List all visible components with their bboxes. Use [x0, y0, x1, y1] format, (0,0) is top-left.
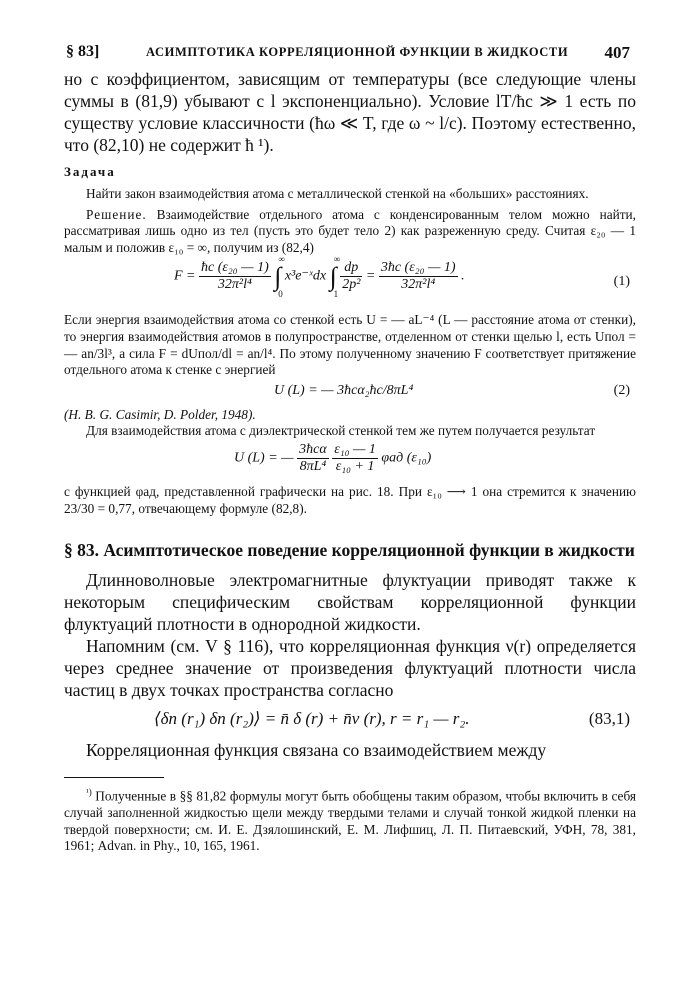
- page: [64, 30, 636, 855]
- section-title: § 83. Асимптотическое поведение корреляционной функции в жидкости: [64, 540, 635, 561]
- solution-paragraph-3: Для взаимодействия атома с диэлектрической стенкой тем же путем получается результат: [86, 423, 596, 439]
- integral-sign-1: ∫ ∞ 0: [274, 253, 285, 299]
- formula-2-number: (2): [613, 382, 630, 398]
- formula-2-body: U (L) = — 3ħcα₂ħc/8πL⁴: [274, 382, 414, 398]
- formula-2: [64, 383, 636, 403]
- formula-83-1-number: (83,1): [588, 709, 630, 729]
- solution-label: Решение.: [86, 206, 147, 222]
- problem-statement: Найти закон взаимодействия атома с металлической стенкой на «больших» расстояниях.: [86, 186, 589, 201]
- formula-1: [64, 253, 636, 312]
- problem-heading: Задача: [64, 164, 116, 179]
- formula-83-1-body: ⟨δn (r₁) δn (r₂)⟩ = n̄ δ (r) + n̄ν (r), r = r₁ — r₂.: [154, 709, 470, 729]
- section-paragraph-1: Длинноволновые электромагнитные флуктуации приводят также к некоторым специфическим свойствам корреляционной функции флуктуаций плотности в однородной жидкости.: [64, 570, 636, 635]
- formula-1-body: F = $\frac{\text{ħc (ε₂₀ — 1)}}{\text{32π²l⁴}}$ ∫ ∞ 0 x³e⁻ˣdx ∫ ∞ 1 $\frac{dp}{\text{2p²}}$ = $\frac{\text{3ħc (ε₂₀ — 1)}}{\text{32π²l⁴}}$ .: [174, 253, 465, 299]
- formula-3-body: U (L) = — $\frac{\text{3ħcα}}{\text{8πL⁴}}$ $\frac{\text{ε₁₀ — 1}}{\text{ε₁₀ + 1}}$ φад (ε₁₀): [234, 441, 432, 474]
- intro-paragraph: но с коэффициентом, зависящим от температуры (все следующие члены суммы в (81,9) убывают с l экспоненциально). Условие lT/ħc ≫ 1 есть по существу условие классичности (ħω ≪ T, где ω ~ l/c). Поэтому естественно, что (82,10) не содержит ħ ¹).: [64, 69, 636, 155]
- integral-sign-2: ∫ ∞ 1: [329, 253, 340, 299]
- footnote: [64, 784, 636, 855]
- footnote-mark: ¹): [86, 787, 92, 798]
- solution-text-1: Взаимодействие отдельного атома с конденсированным телом можно найти, рассматривая лишь одно из тел (пусть это будет тело 2) как разреженную среду. Считая ε₂₀ — 1 малым и положив ε₁₀ = ∞, получим из (82,4): [64, 206, 636, 255]
- formula-3-frac-1: $\frac{\text{3ħcα}}{\text{8πL⁴}}$: [299, 441, 327, 474]
- citation: (H. B. G. Casimir, D. Polder, 1948).: [64, 406, 256, 422]
- section-paragraph-2: Напомним (см. V § 116), что корреляционная функция ν(r) определяется через среднее значение от произведения флуктуаций плотности числа частиц в двух точках пространства согласно: [64, 636, 636, 701]
- formula-1-number: (1): [613, 274, 630, 290]
- footnote-text: Полученные в §§ 81,82 формулы могут быть обобщены таким образом, чтобы включить в себя случай заполненной жидкостью щели между твердыми телами и случай тонкой жидкой пленки на твердой поверхности; см. И. Е. Дзялошинский, Е. М. Лифшиц, Л. П. Питаевский, УФН, 78, 381, 1961; Advan. in Phy., 10, 165, 1961.: [64, 788, 636, 854]
- footnote-rule: [64, 777, 164, 778]
- solution-paragraph-1: [64, 207, 636, 257]
- formula-1-frac-2: $\frac{dp}{\text{2p²}}$: [342, 260, 361, 293]
- running-head: [64, 30, 636, 60]
- formula-3-frac-2: $\frac{\text{ε₁₀ — 1}}{\text{ε₁₀ + 1}}$: [334, 441, 376, 474]
- formula-1-frac-3: $\frac{\text{3ħc (ε₂₀ — 1)}}{\text{32π²l⁴}}$: [380, 260, 456, 293]
- formula-3: [64, 440, 636, 484]
- formula-83-1: [64, 707, 636, 733]
- page-number: 407: [604, 43, 630, 62]
- solution-paragraph-4: с функцией φад, представленной графически на рис. 18. При ε₁₀ ⟶ 1 она стремится к значению 23/30 = 0,77, отвечающему формуле (82,8).: [64, 483, 636, 516]
- solution-paragraph-2: Если энергия взаимодействия атома со стенкой есть U = — aL⁻⁴ (L — расстояние атома от стенки), то энергия взаимодействия атомов в полупространстве, отделенном от стенки щелью l, есть Uпол = — an/3l³, а сила F = dUпол/dl = an/l⁴. По этому полученному значению F соответствует притяжение отдельного атома к стенке с энергией: [64, 312, 636, 378]
- header-title: АСИМПТОТИКА КОРРЕЛЯЦИОННОЙ ФУНКЦИИ В ЖИДКОСТИ: [146, 45, 569, 59]
- formula-1-frac-1: $\frac{\text{ħc (ε₂₀ — 1)}}{\text{32π²l⁴}}$: [201, 260, 269, 293]
- header-section: § 83]: [66, 43, 100, 60]
- section-paragraph-3: Корреляционная функция связана со взаимодействием между: [86, 740, 547, 761]
